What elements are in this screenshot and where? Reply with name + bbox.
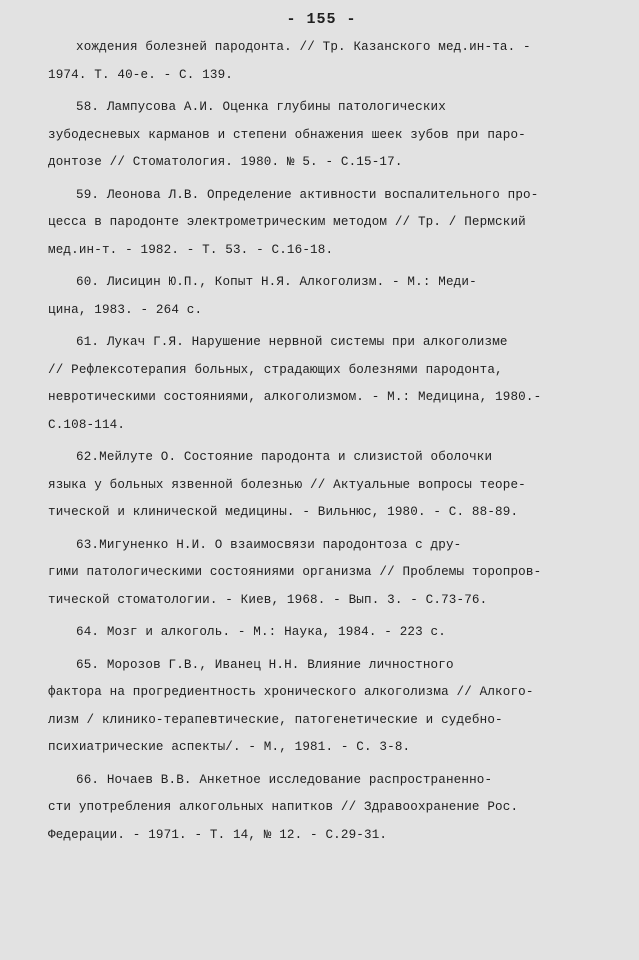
bibliography-entry [48, 329, 595, 439]
entry-line: языка у больных язвенной болезнью // Актуальные вопросы теоре- [48, 477, 526, 492]
entry-line: хождения болезней пародонта. // Тр. Казанского мед.ин-та. - [76, 40, 531, 54]
bibliography-entry [48, 94, 595, 177]
bibliography-entry [48, 182, 595, 265]
entry-line: 63.Мигуненко Н.И. О взаимосвязи пародонтоза с дру- [76, 537, 462, 552]
entry-line: 62.Мейлуте О. Состояние пародонта и слизистой оболочки [76, 450, 493, 464]
bibliography-list [48, 34, 595, 849]
entry-line: 59. Леонова Л.В. Определение активности воспалительного про- [76, 187, 539, 202]
entry-line: цина, 1983. - 264 с. [48, 302, 203, 317]
entry-line: 66. Ночаев В.В. Анкетное исследование распространенно- [76, 772, 493, 787]
entry-line: 65. Морозов Г.В., Иванец Н.Н. Влияние личностного [76, 657, 454, 672]
entry-line: тической стоматологии. - Киев, 1968. - Вып. 3. - С.73-76. [48, 592, 488, 607]
entry-line: гими патологическими состояниями организма // Проблемы торопров- [48, 565, 542, 579]
entry-line: // Рефлексотерапия больных, страдающих болезнями пародонта, [48, 362, 503, 377]
entry-line: сти употребления алкогольных напитков // Здравоохранение Рос. [48, 800, 519, 814]
entry-line: 60. Лисицин Ю.П., Копыт Н.Я. Алкоголизм. - М.: Меди- [76, 275, 477, 289]
bibliography-entry [48, 619, 595, 647]
bibliography-entry [48, 652, 595, 762]
bibliography-entry [48, 767, 595, 850]
entry-line: мед.ин-т. - 1982. - Т. 53. - С.16-18. [48, 242, 334, 257]
entry-line: лизм / клинико-терапевтические, патогенетические и судебно- [48, 712, 503, 727]
entry-line: невротическими состояниями, алкоголизмом. - М.: Медицина, 1980.- [48, 390, 542, 404]
entry-line: 61. Лукач Г.Я. Нарушение нервной системы при алкоголизме [76, 335, 508, 349]
entry-line: донтозе // Стоматология. 1980. № 5. - С.15-17. [48, 155, 403, 169]
bibliography-entry [48, 34, 595, 89]
page-number: - 155 - [286, 11, 357, 28]
entry-line: психиатрические аспекты/. - М., 1981. - С. 3-8. [48, 740, 411, 754]
bibliography-entry [48, 532, 595, 615]
bibliography-entry [48, 269, 595, 324]
entry-line: 58. Лампусова А.И. Оценка глубины патологических [76, 100, 446, 114]
entry-line: 1974. Т. 40-е. - С. 139. [48, 67, 233, 82]
entry-line: Федерации. - 1971. - Т. 14, № 12. - С.29-31. [48, 827, 388, 842]
entry-line: тической и клинической медицины. - Вильнюс, 1980. - С. 88-89. [48, 505, 519, 519]
entry-line: С.108-114. [48, 417, 126, 432]
bibliography-entry [48, 444, 595, 527]
entry-line: цесса в пародонте электрометрическим методом // Тр. / Пермский [48, 215, 526, 229]
entry-line: фактора на прогредиентность хронического алкоголизма // Алкого- [48, 685, 534, 699]
entry-line: зубодесневых карманов и степени обнажения шеек зубов при паро- [48, 127, 526, 142]
entry-line: 64. Мозг и алкоголь. - М.: Наука, 1984. - 223 с. [76, 625, 446, 639]
